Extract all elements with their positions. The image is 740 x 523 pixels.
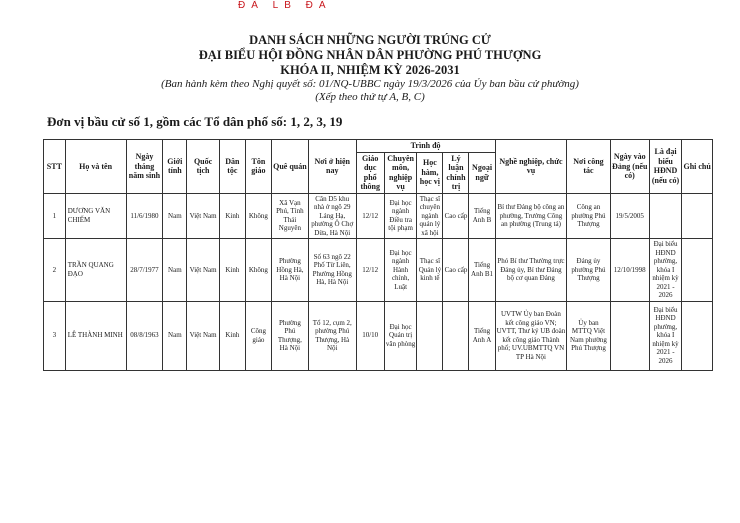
cell-name: LÊ THÀNH MINH [65,301,126,370]
cell-religion: Công giáo [245,301,271,370]
electoral-unit-title: Đơn vị bầu cử số 1, gồm các Tổ dân phố số: 1, 2, 3, 19 [47,114,343,129]
cell-language: Tiếng Anh B1 [469,239,495,302]
cell-specialty: Đại học ngành Điều tra tội phạm [384,193,417,239]
cell-party-date: 19/5/2005 [610,193,649,239]
col-specialty: Chuyên môn, nghiệp vụ [384,152,417,193]
cell-party-date [610,301,649,370]
cell-ethnic: Kinh [219,301,245,370]
cell-political [443,301,469,370]
cell-specialty: Đại học Quản trị văn phòng [384,301,417,370]
col-ethnic: Dân tộc [219,140,245,194]
col-general-edu: Giáo dục phổ thông [356,152,384,193]
cell-occupation: Bí thư Đảng bộ công an phường, Trưởng Công an phường (Trung tá) [495,193,567,239]
cell-dob: 08/8/1963 [126,301,163,370]
cell-party-date: 12/10/1998 [610,239,649,302]
col-dob: Ngày tháng năm sinh [126,140,163,194]
title-line-3: KHÓA II, NHIỆM KỲ 2026-2031 [280,63,460,77]
table-row [44,301,713,370]
red-stamp-marks: ĐÃ LB ĐÃ [238,0,332,11]
col-stt: STT [44,140,66,194]
cell-residence: Căn D5 khu nhà ở ngõ 29 Láng Hạ, phường Ô Chợ Dừa, Hà Nội [308,193,356,239]
cell-occupation: Phó Bí thư Thường trực Đảng ủy, Bí thư Đảng bộ cơ quan Đảng [495,239,567,302]
cell-academic: Thạc sĩ chuyên ngành quản lý xã hội [417,193,443,239]
cell-political: Cao cấp [443,193,469,239]
col-nationality: Quốc tịch [187,140,220,194]
cell-general-edu: 12/12 [356,239,384,302]
col-party-date: Ngày vào Đảng (nếu có) [610,140,649,194]
cell-religion: Không [245,193,271,239]
subtitle-resolution: (Ban hành kèm theo Nghị quyết số: 01/NQ-UBBC ngày 19/3/2026 của Ủy ban bầu cử phường) [161,78,579,90]
cell-language: Tiếng Anh B [469,193,495,239]
cell-note [682,301,713,370]
cell-is-delegate [649,193,682,239]
cell-hometown: Phường Hồng Hà, Hà Nội [271,239,308,302]
cell-political: Cao cấp [443,239,469,302]
col-is-delegate: Là đại biểu HĐND (nếu có) [649,140,682,194]
cell-note [682,193,713,239]
title-line-1: DANH SÁCH NHỮNG NGƯỜI TRÚNG CỬ [249,33,491,47]
col-occupation: Nghề nghiệp, chức vụ [495,140,567,194]
col-workplace: Nơi công tác [567,140,610,194]
cell-workplace: Ủy ban MTTQ Việt Nam phường Phú Thượng [567,301,610,370]
cell-nationality: Việt Nam [187,301,220,370]
cell-is-delegate: Đại biểu HĐND phường, khóa I nhiệm kỳ 2021 - 2026 [649,301,682,370]
col-gender: Giới tính [163,140,187,194]
col-academic: Học hàm, học vị [417,152,443,193]
subtitle-order: (Xếp theo thứ tự A, B, C) [315,91,425,103]
cell-general-edu: 12/12 [356,193,384,239]
cell-name: DƯƠNG VĂN CHIẾM [65,193,126,239]
cell-workplace: Đảng ủy phường Phú Thượng [567,239,610,302]
col-political: Lý luận chính trị [443,152,469,193]
table-row [44,193,713,239]
col-note: Ghi chú [682,140,713,194]
cell-specialty: Đại học ngành Hành chính, Luật [384,239,417,302]
cell-stt: 2 [44,239,66,302]
cell-dob: 28/7/1977 [126,239,163,302]
cell-language: Tiếng Anh A [469,301,495,370]
document-header [0,33,740,104]
cell-general-edu: 10/10 [356,301,384,370]
cell-dob: 11/6/1980 [126,193,163,239]
cell-ethnic: Kinh [219,239,245,302]
cell-occupation: UVTW Ủy ban Đoàn kết công giáo VN; UVTT, Thư ký UB đoàn kết công giáo Thành phố; UV.UBMTTQ VN TP Hà Nội [495,301,567,370]
cell-note [682,239,713,302]
cell-residence: Số 63 ngõ 22 Phố Từ Liên, Phường Hồng Hà, Hà Nội [308,239,356,302]
candidate-table [43,139,713,371]
cell-nationality: Việt Nam [187,193,220,239]
cell-stt: 3 [44,301,66,370]
cell-gender: Nam [163,239,187,302]
cell-gender: Nam [163,193,187,239]
cell-stt: 1 [44,193,66,239]
cell-hometown: Xã Vạn Phú, Tỉnh Thái Nguyên [271,193,308,239]
cell-religion: Không [245,239,271,302]
col-residence: Nơi ở hiện nay [308,140,356,194]
cell-nationality: Việt Nam [187,239,220,302]
cell-residence: Tổ 12, cụm 2, phường Phú Thượng, Hà Nội [308,301,356,370]
cell-workplace: Công an phường Phú Thượng [567,193,610,239]
col-hometown: Quê quán [271,140,308,194]
cell-name: TRẦN QUANG ĐẠO [65,239,126,302]
cell-is-delegate: Đại biểu HĐND phường, khóa I nhiệm kỳ 2021 - 2026 [649,239,682,302]
cell-hometown: Phường Phú Thượng, Hà Nội [271,301,308,370]
table-row [44,239,713,302]
col-education-group: Trình độ [356,140,495,153]
col-language: Ngoại ngữ [469,152,495,193]
cell-gender: Nam [163,301,187,370]
col-name: Họ và tên [65,140,126,194]
cell-ethnic: Kinh [219,193,245,239]
title-line-2: ĐẠI BIỂU HỘI ĐỒNG NHÂN DÂN PHƯỜNG PHÚ THƯỢNG [198,48,542,62]
cell-academic [417,301,443,370]
col-religion: Tôn giáo [245,140,271,194]
cell-academic: Thạc sĩ Quản lý kinh tế [417,239,443,302]
